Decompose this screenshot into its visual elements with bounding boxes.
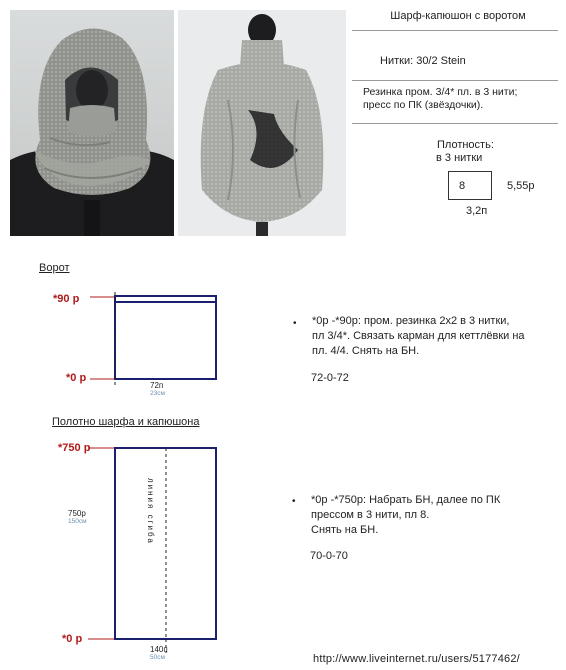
scarf-note-line-1: *0р -*750р: Набрать БН, далее по ПК <box>311 494 501 506</box>
density-box-value: 8 <box>459 180 466 192</box>
rib-line-2: пресс по ПК (звёздочки). <box>363 99 484 111</box>
bullet-icon: • <box>293 318 297 329</box>
collar-width-stitches: 72п <box>150 381 164 390</box>
source-url[interactable]: http://www.liveinternet.ru/users/5177462/ <box>313 653 520 665</box>
bullet-icon: • <box>292 496 296 507</box>
scarf-note-line-3: Снять на БН. <box>311 524 379 536</box>
photo-scarf-vest <box>178 10 346 236</box>
collar-note-line-1: *0р -*90р: пром. резинка 2х2 в 3 нитки, <box>312 315 510 327</box>
photo-hooded-scarf <box>10 10 174 236</box>
scarf-top-mark: *750 р <box>58 442 91 454</box>
fold-line-label: линия сгиба <box>146 478 155 545</box>
scarf-width-stitches: 140п <box>150 645 168 654</box>
scarf-width-cm: 50см <box>150 654 165 661</box>
scarf-formula: 70-0-70 <box>310 550 348 562</box>
divider <box>352 80 558 81</box>
collar-formula: 72-0-72 <box>311 372 349 384</box>
yarn-label: Нитки: 30/2 Stein <box>380 55 466 67</box>
density-label: Плотность: <box>437 139 494 151</box>
divider <box>352 30 558 31</box>
collar-note-line-2: пл 3/4*. Связать карман для кеттлёвки на <box>312 330 525 342</box>
scarf-schematic <box>88 443 222 653</box>
scarf-bottom-mark: *0 р <box>62 633 83 645</box>
collar-note-line-3: пл. 4/4. Снять на БН. <box>312 345 420 357</box>
rib-line-1: Резинка пром. 3/4* пл. в 3 нити; <box>363 86 518 98</box>
header-title: Шарф-капюшон с воротом <box>390 10 526 22</box>
density-rows: 5,55р <box>507 180 535 192</box>
divider <box>352 123 558 124</box>
collar-width-cm: 23см <box>150 390 165 397</box>
scarf-height-cm: 150см <box>68 518 87 525</box>
section-title-scarf: Полотно шарфа и капюшона <box>52 416 200 428</box>
density-box <box>448 171 492 200</box>
collar-schematic <box>90 292 222 388</box>
scarf-height-rows: 750р <box>68 509 86 518</box>
density-threads: в 3 нитки <box>436 152 483 164</box>
scarf-note-line-2: прессом в 3 нити, пл 8. <box>311 509 430 521</box>
section-title-collar: Ворот <box>39 262 70 274</box>
collar-bottom-mark: *0 р <box>66 372 87 384</box>
collar-top-mark: *90 р <box>53 293 80 305</box>
density-stitches: 3,2п <box>466 205 488 217</box>
